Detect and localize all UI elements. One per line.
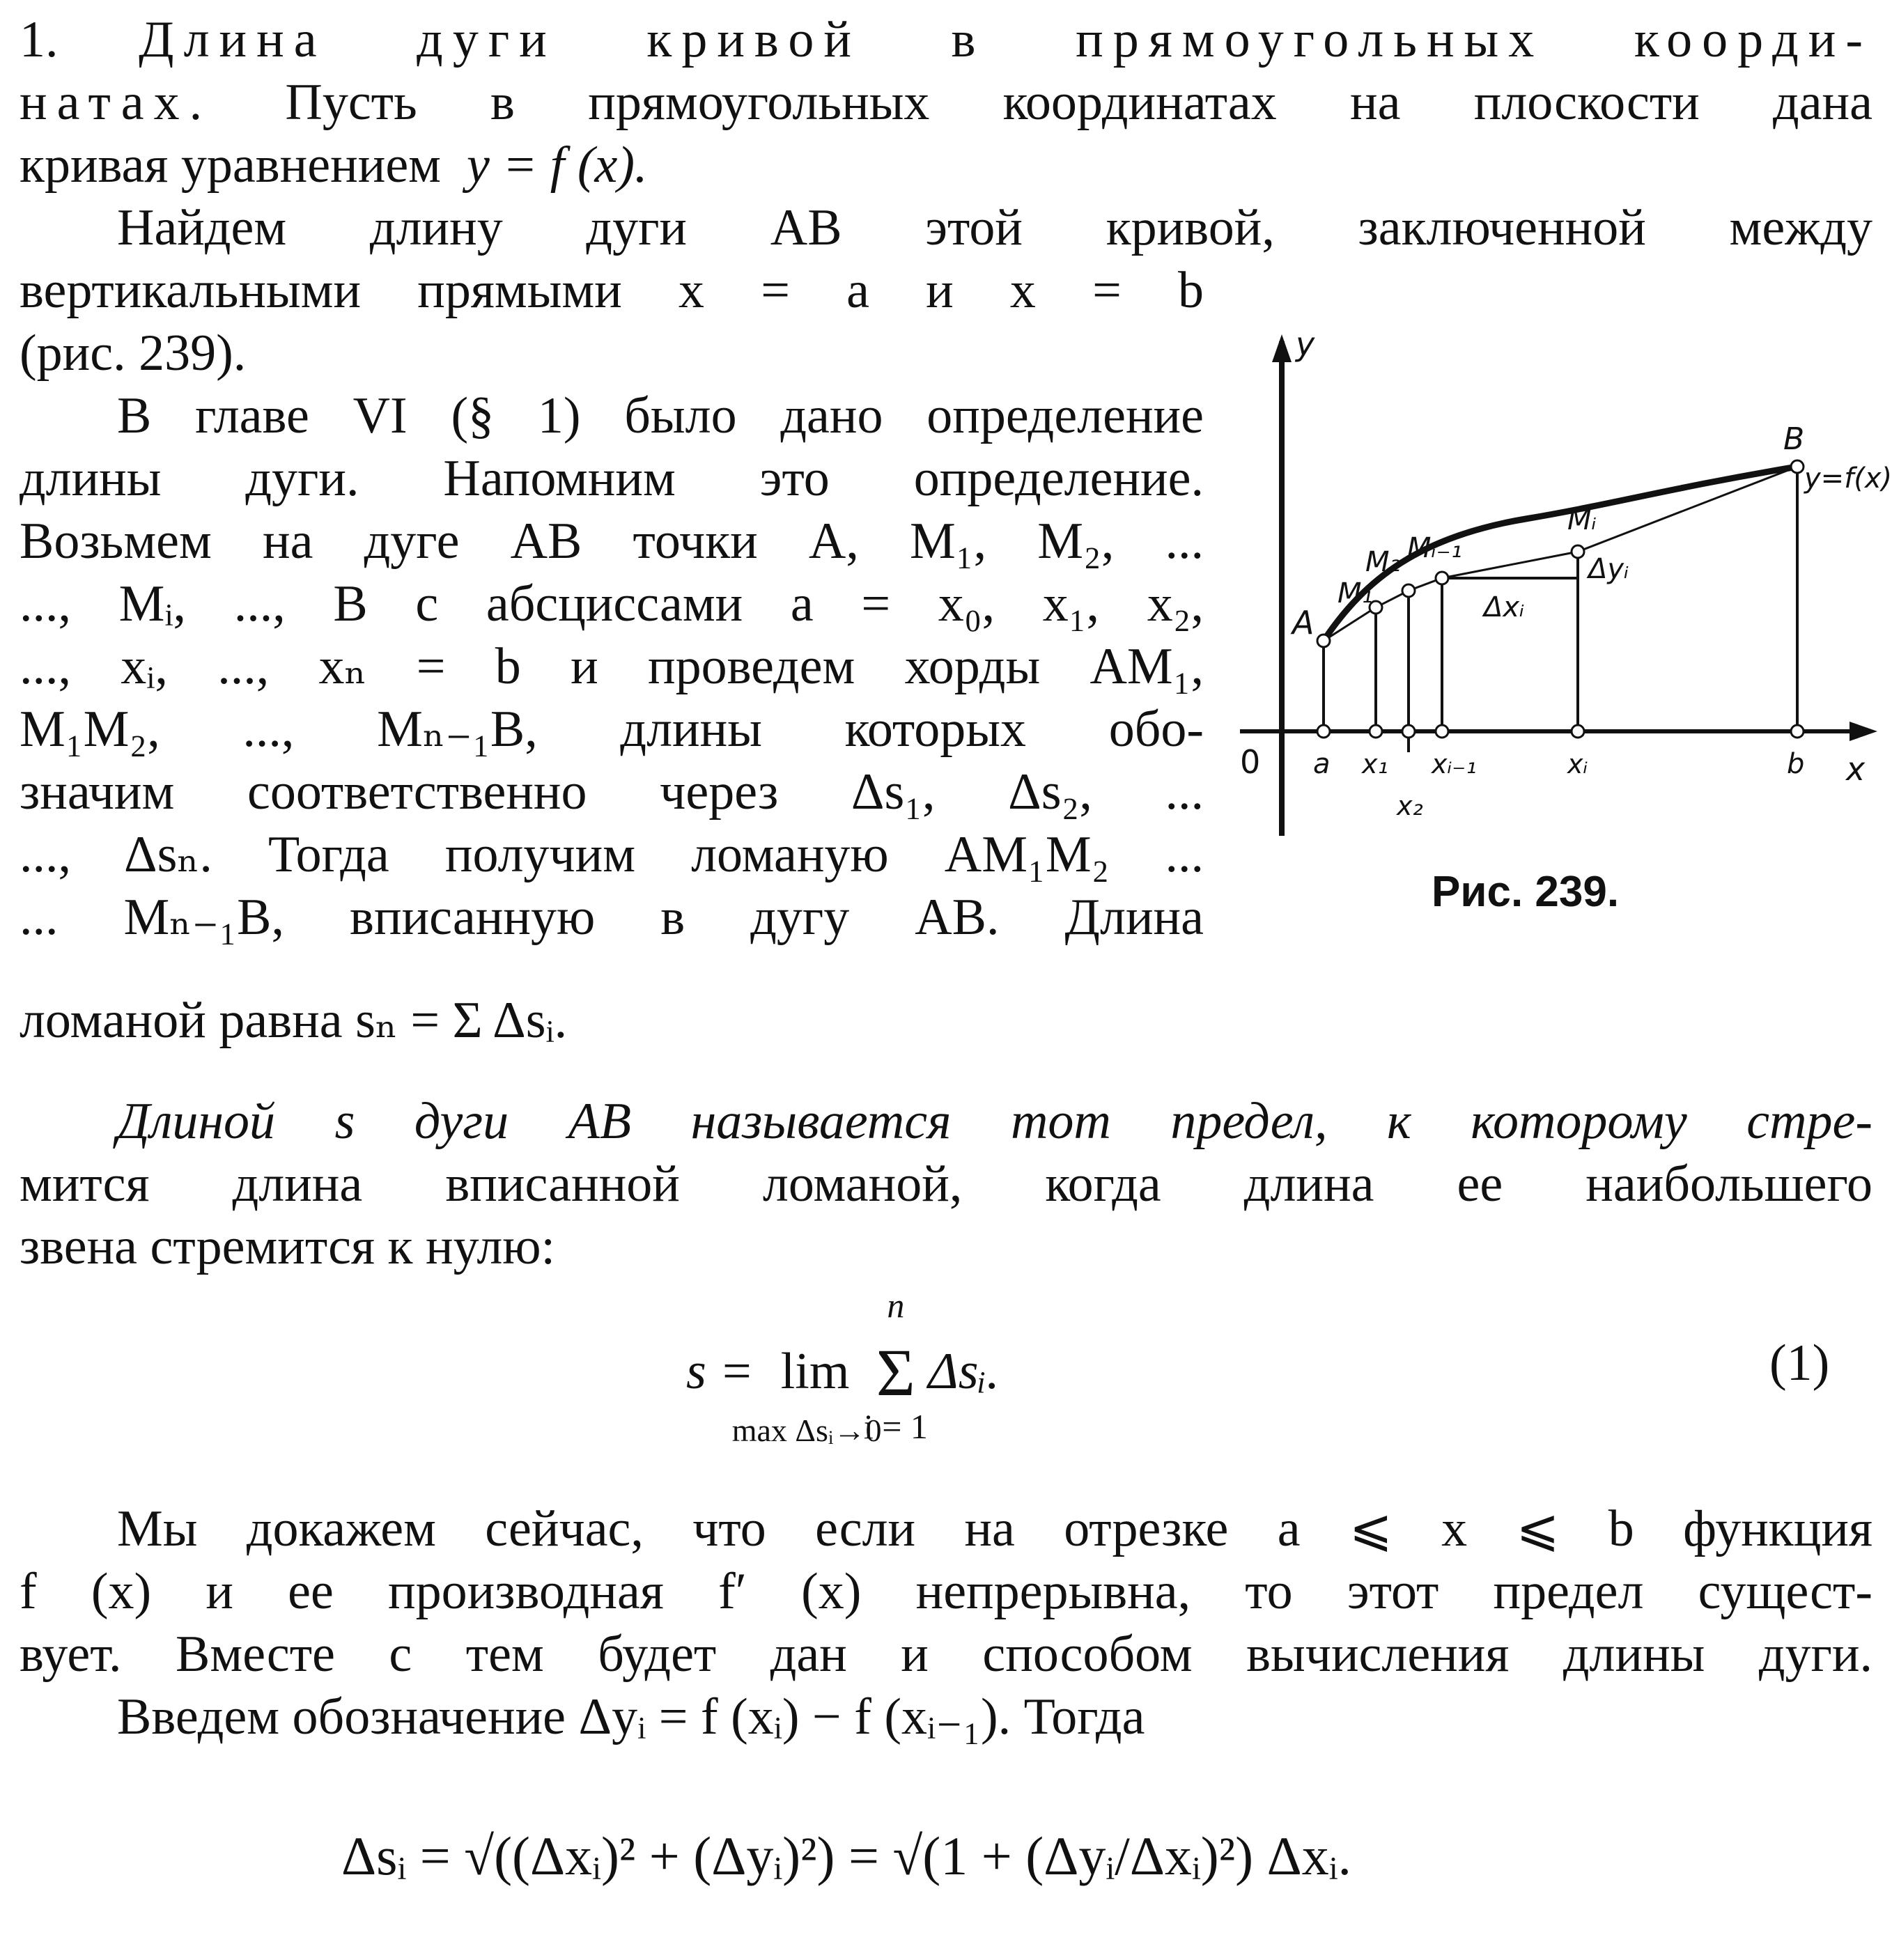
eq1-lhs: s = bbox=[686, 1343, 754, 1400]
label-dxi: Δxᵢ bbox=[1484, 591, 1525, 623]
eq1-sum: Σ n i = 1 bbox=[863, 1286, 928, 1446]
y-axis-arrow bbox=[1272, 334, 1292, 362]
p4-line-4: Введем обозначение Δyᵢ = f (xᵢ) − f (xᵢ₋₁). Тогда bbox=[117, 1688, 1145, 1745]
equation-1-number: (1) bbox=[1769, 1335, 1830, 1392]
p4-line-1: Мы докажем сейчас, что если на отрезке a ⩽ x ⩽ b функция bbox=[117, 1500, 1872, 1557]
p3-line-2: мится длина вписанной ломаной, когда длина ее наибольшего bbox=[20, 1156, 1872, 1213]
curve-equation: y = f (x). bbox=[467, 137, 648, 194]
label-x1: x₁ bbox=[1362, 749, 1388, 779]
label-A: A bbox=[1292, 604, 1315, 641]
eq1-lim-under: max Δsᵢ→0 bbox=[731, 1413, 882, 1448]
label-b: b bbox=[1787, 748, 1805, 780]
p4-line-2: f (x) и ее производная f′ (x) непрерывна, то этот предел сущест- bbox=[20, 1563, 1872, 1620]
p3-line-3: звена стремится к нулю: bbox=[20, 1218, 556, 1275]
label-M1: M₁ bbox=[1337, 577, 1373, 609]
label-dyi: Δyᵢ bbox=[1588, 553, 1629, 585]
heading-line-1 bbox=[20, 8, 1872, 71]
p1-line-3: (рис. 239). bbox=[20, 325, 247, 382]
p2-line-1: В главе VI (§ 1) было дано определение bbox=[117, 387, 1204, 444]
label-xi: xᵢ bbox=[1567, 749, 1588, 779]
p2-line-4: ..., Mᵢ, ..., B с абсциссами a = x₀, x₁, x₂, bbox=[20, 575, 1204, 632]
eq1-lim: lim bbox=[780, 1343, 850, 1400]
p2-line-2: длины дуги. Напомним это определение. bbox=[20, 450, 1204, 507]
p2-line-6: M₁M₂, ..., Mₙ₋₁B, длины которых обо- bbox=[20, 701, 1204, 758]
figure-caption: Рис. 239. bbox=[1432, 868, 1620, 916]
heading-line-2 bbox=[20, 71, 1872, 134]
label-x: x bbox=[1846, 750, 1866, 788]
p1-line-2: вертикальными прямыми x = a и x = b bbox=[20, 262, 1204, 319]
label-a: a bbox=[1313, 748, 1331, 780]
section-number: 1. bbox=[20, 11, 59, 68]
intro-text-1: Пусть в прямоугольных координатах на плоскости дана bbox=[285, 74, 1872, 131]
label-y: y bbox=[1296, 325, 1315, 363]
label-B: B bbox=[1783, 421, 1805, 457]
figure-239 bbox=[1226, 320, 1892, 919]
eq1-term: Δsᵢ. bbox=[928, 1343, 1000, 1400]
label-origin: 0 bbox=[1240, 743, 1261, 781]
x-axis-arrow bbox=[1850, 722, 1877, 741]
equation-2: Δsᵢ = √((Δxᵢ)² + (Δyᵢ)²) = √(1 + (Δyᵢ/Δxᵢ)²) Δxᵢ. bbox=[341, 1826, 1352, 1886]
p4-line-3: вует. Вместе с тем будет дан и способом вычисления длины дуги. bbox=[20, 1626, 1872, 1683]
p3-line-1 bbox=[20, 1090, 1872, 1153]
eq1-limit bbox=[731, 1342, 882, 1448]
label-M2: M₂ bbox=[1365, 546, 1401, 578]
p1-line-1: Найдем длину дуги AB этой кривой, заключенной между bbox=[117, 199, 1872, 256]
equation-1 bbox=[686, 1286, 1000, 1448]
label-x2: x₂ bbox=[1397, 791, 1423, 821]
p2-line-9: ... Mₙ₋₁B, вписанную в дугу AB. Длина bbox=[20, 889, 1204, 946]
eq1-sum-bottom: i = 1 bbox=[863, 1407, 928, 1446]
section-title: Длина дуги кривой в прямоугольных коорди- bbox=[139, 11, 1872, 68]
label-Mi: Mᵢ bbox=[1567, 504, 1597, 536]
label-Mi1: Mᵢ₋₁ bbox=[1407, 532, 1462, 564]
intro-text-2: кривая уравнением bbox=[20, 137, 442, 194]
p2-line-8: ..., Δsₙ. Тогда получим ломаную AM₁M₂ ... bbox=[20, 826, 1204, 883]
p2-line-3: Возьмем на дуге AB точки A, M₁, M₂, ... bbox=[20, 513, 1204, 570]
label-xi1: xᵢ₋₁ bbox=[1432, 749, 1477, 779]
eq1-sum-top: n bbox=[887, 1286, 905, 1325]
p2-line-10: ломаной равна sₙ = Σ Δsᵢ. bbox=[20, 992, 568, 1049]
p2-line-5: ..., xᵢ, ..., xₙ = b и проведем хорды AM₁, bbox=[20, 638, 1204, 695]
p2-line-7: значим соответственно через Δs₁, Δs₂, ... bbox=[20, 763, 1204, 820]
heading-line-3 bbox=[20, 134, 648, 196]
definition-text: Длиной s дуги AB называется тот предел, к которому стре- bbox=[117, 1093, 1872, 1150]
label-curve: y=f(x) bbox=[1804, 462, 1892, 495]
section-title-end: натах. bbox=[20, 74, 212, 131]
